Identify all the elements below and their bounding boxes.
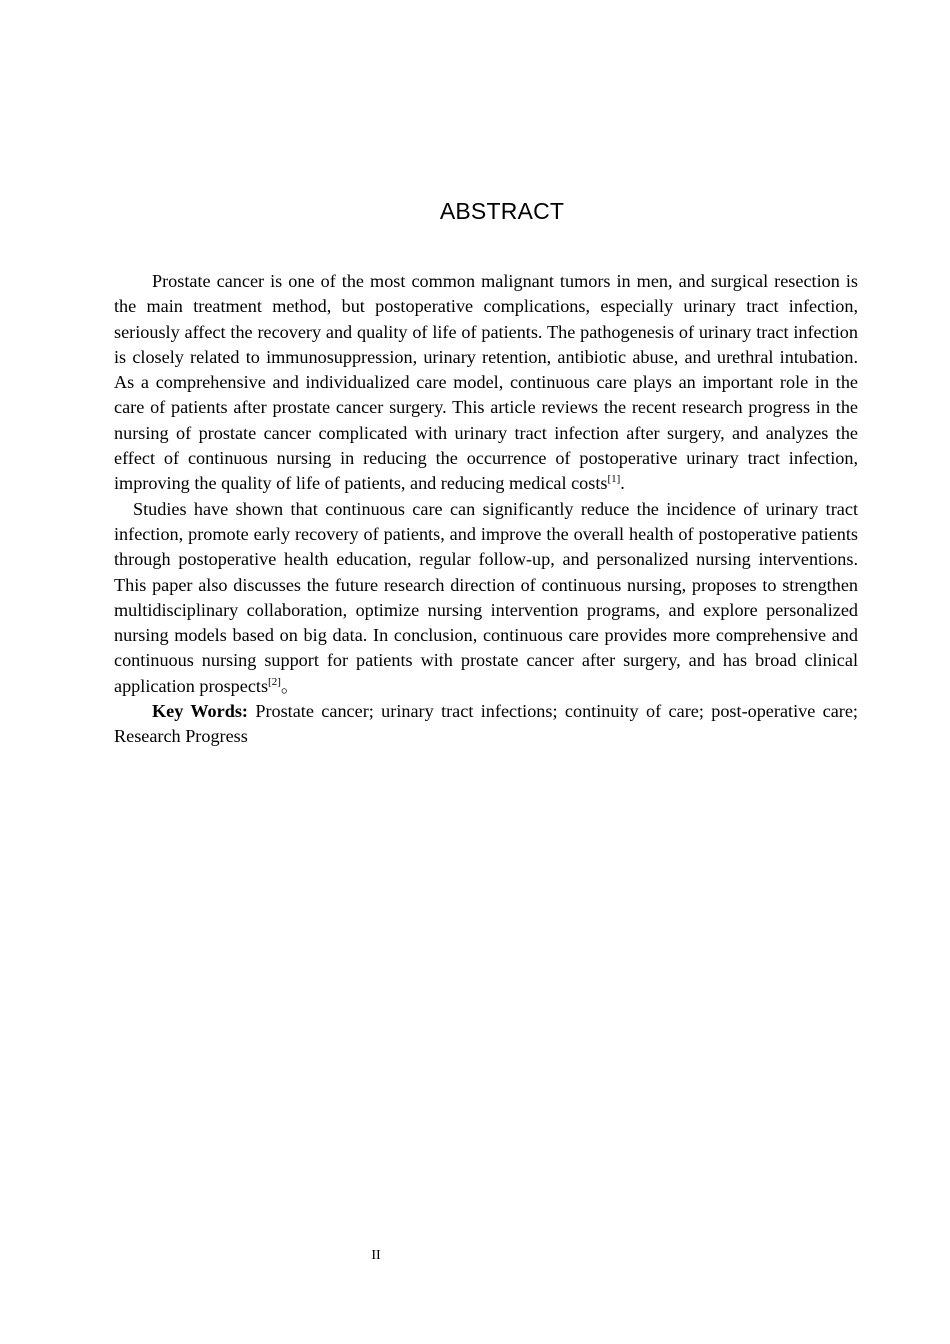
page-title: ABSTRACT: [439, 198, 565, 224]
citation-2: [2]: [268, 675, 281, 688]
abstract-paragraph-2: [114, 497, 858, 699]
abstract-paragraph-1: [114, 269, 858, 497]
citation-1: [1]: [607, 473, 621, 486]
keywords-text: Prostate cancer; urinary tract infections; continuity of care; post-operative care; Research Progress: [114, 701, 858, 747]
keywords-paragraph: [114, 699, 858, 750]
keywords-label: Key Words:: [152, 701, 248, 722]
paragraph-1-end: .: [620, 473, 625, 494]
page-number: II: [371, 1248, 381, 1263]
paragraph-2-text: Studies have shown that continuous care can significantly reduce the incidence of urinary tract infection, promote early recovery of patients, and improve the overall health of postoperative patients through postoperative health education, regular follow-up, and personalized nursing interventions. This paper also discusses the future research direction of continuous nursing, proposes to strengthen multidisciplinary collaboration, optimize nursing intervention programs, and explore personalized nursing models based on big data. In conclusion, continuous care provides more comprehensive and continuous nursing support for patients with prostate cancer after surgery, and has broad clinical application prospects: [114, 498, 858, 696]
paragraph-1-text: Prostate cancer is one of the most common malignant tumors in men, and surgical resection is the main treatment method, but postoperative complications, especially urinary tract infection, seriously affect the recovery and quality of life of patients. The pathogenesis of urinary tract infection is closely related to immunosuppression, urinary retention, antibiotic abuse, and urethral intubation. As a comprehensive and individualized care model, continuous care plays an important role in the care of patients after prostate cancer surgery. This article reviews the recent research progress in the nursing of prostate cancer complicated with urinary tract infection after surgery, and analyzes the effect of continuous nursing in reducing the occurrence of postoperative urinary tract infection, improving the quality of life of patients, and reducing medical costs: [114, 271, 858, 494]
abstract-body: [114, 269, 858, 750]
paragraph-2-end: 。: [280, 675, 300, 696]
